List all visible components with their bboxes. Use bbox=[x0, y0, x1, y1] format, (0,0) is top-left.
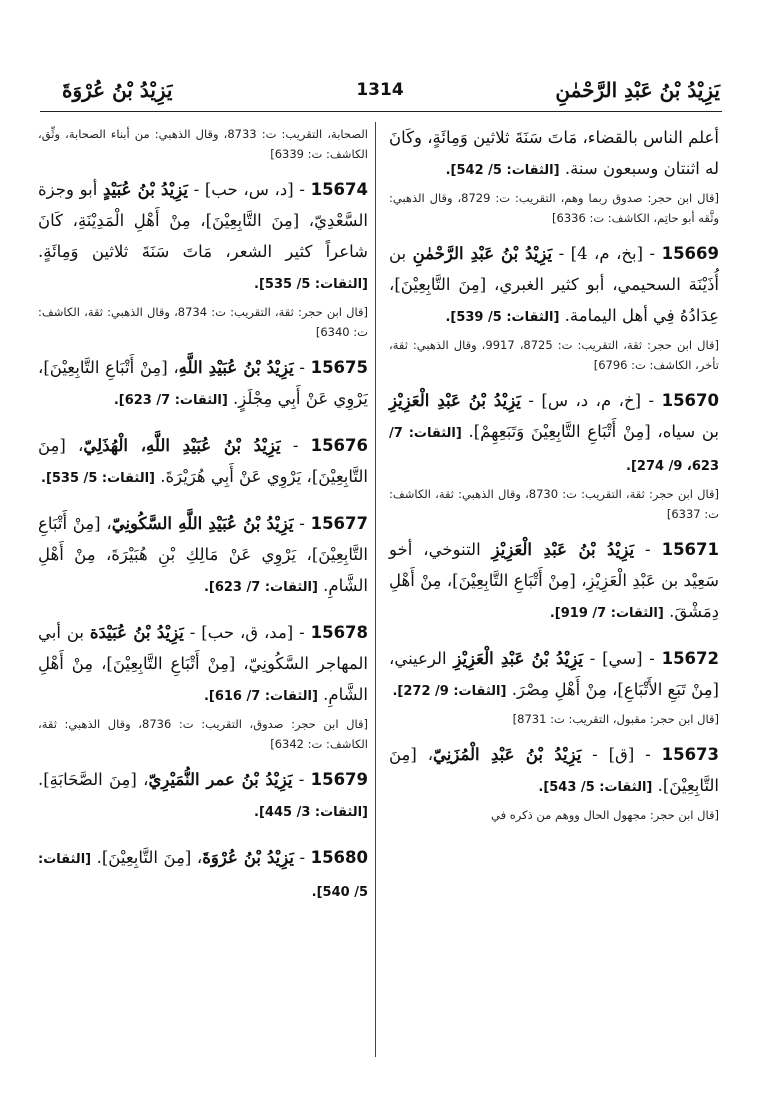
entry-source: [الثقات: 5/ 535]. bbox=[41, 471, 155, 486]
entry bbox=[389, 739, 719, 825]
entry bbox=[38, 764, 368, 842]
entry-body bbox=[389, 238, 719, 333]
entry-body bbox=[38, 617, 368, 712]
entry-text: الرعيني، [مِنْ تَبَعِ الأَتْبَاعِ]، مِنْ أَهْلِ مِصْرَ. bbox=[389, 649, 719, 699]
entry-name: يَزِيْدُ بْنُ عمر النُّمَيْرِيّ bbox=[148, 770, 293, 789]
running-header bbox=[40, 78, 720, 108]
header-right-title: يَزِيْدُ بْنُ عَبْدِ الرَّحْمٰنِ bbox=[555, 78, 720, 102]
entry-body bbox=[389, 122, 719, 186]
entry-sigla: - [مد، ق، حب] - bbox=[183, 623, 311, 642]
entry-text: ، [مِنَ التَّابِعِيْنَ]، يَرْوِي عَنْ أَبِي هُرَيْرَةَ. bbox=[38, 436, 368, 486]
entry-gap bbox=[38, 828, 368, 842]
entry bbox=[38, 124, 368, 164]
entry-source: [الثقات: 5/ 543]. bbox=[538, 780, 653, 795]
entry-sigla: - [د، س، حب] - bbox=[187, 180, 311, 199]
entry bbox=[38, 617, 368, 754]
entry-source: [الثقات: 5/ 539]. bbox=[445, 310, 560, 325]
entry bbox=[389, 238, 719, 375]
entry-text: ، [مِنَ التَّابِعِيْنَ]. bbox=[389, 745, 719, 795]
entry-name: يَزِيْدُ بْنُ عُرْوَةَ bbox=[202, 848, 294, 867]
entry-text: ، [مِنْ أَتْبَاعِ التَّابِعِيْنَ]، يَرْوِي عَنْ أَبِي مِجْلَزٍ. bbox=[38, 358, 368, 408]
entry-sigla: - bbox=[293, 848, 311, 867]
entry-name: يَزِيْدُ بْنُ عُبَيْدَة bbox=[89, 623, 184, 642]
entry-text: أبو وجزة السَّعْدِيّ، [مِنَ التَّابِعِيْنَ]، مِنْ أَهْلِ الْمَدِيْنَةِ، كَانَ شاعراً كثير الشعر، مَاتَ سَنَةَ ثلاثين وَمِائَةٍ. bbox=[38, 180, 368, 261]
entry-sigla: - bbox=[280, 436, 311, 455]
entry-body bbox=[38, 842, 368, 908]
entry-body bbox=[389, 534, 719, 629]
entry-body bbox=[389, 385, 719, 482]
entry-footnote: [قال ابن حجر: مجهول الحال ووهم من ذكره في bbox=[491, 808, 719, 822]
entry-source: [الثقات: 7/ 616]. bbox=[203, 689, 318, 704]
entry-footnote: [قال ابن حجر: مقبول، التقريب: ت: 8731] bbox=[512, 712, 719, 726]
entry-name: يَزِيْدُ بْنُ عَبْدِ الْعَزِيْزِ bbox=[389, 391, 521, 410]
entry-name: يَزِيْدُ بْنُ عُبَيْدٍ bbox=[102, 180, 188, 199]
entry-text: التنوخي، أخو سَعِيْد بن عَبْدِ الْعَزِيْزِ، [مِنْ أَتْبَاعِ التَّابِعِيْنَ]، مِنْ أَهْلِ دِمَشْقَ. bbox=[389, 540, 719, 621]
entry-source: [الثقات: 7/ 623]. bbox=[113, 393, 228, 408]
entry-footnote: الصحابة، التقريب: ت: 8733، وقال الذهبي: من أبناء الصحابة، وثِّق، الكاشف: ت: 6339] bbox=[38, 127, 369, 161]
entry-number: 15669 bbox=[661, 244, 719, 263]
entry-gap bbox=[38, 908, 368, 922]
entry-footnote: [قال ابن حجر: صدوق، التقريب: ت: 8736، وقال الذهبي: ثقة، الكاشف: ت: 6342] bbox=[38, 717, 368, 751]
entry bbox=[38, 842, 368, 922]
entry-source: [الثقات: 3/ 445]. bbox=[254, 805, 368, 820]
entry-text: ، [مِنَ التَّابِعِيْنَ]. bbox=[91, 848, 203, 867]
entry bbox=[38, 508, 368, 617]
entry-number: 15670 bbox=[661, 391, 719, 410]
entry-sigla: - bbox=[292, 770, 311, 789]
entry-body bbox=[389, 643, 719, 707]
entry-sigla: - [سي] - bbox=[583, 649, 662, 668]
entry-gap bbox=[38, 494, 368, 508]
entry bbox=[389, 122, 719, 228]
entry-number: 15678 bbox=[310, 623, 369, 642]
entry-sigla: - bbox=[634, 540, 662, 559]
entry-footnote: [قال ابن حجر: صدوق ربما وهم، التقريب: ت: 8729، وقال الذهبي: وثَّقه أبو حاتِم، الكاشف: ت: 6336] bbox=[389, 191, 719, 225]
entry-number: 15675 bbox=[310, 358, 368, 377]
entry bbox=[38, 430, 368, 508]
entry-number: 15671 bbox=[661, 540, 719, 559]
entry-source: [الثقات: 5/ 535]. bbox=[254, 277, 368, 292]
entry-body bbox=[389, 739, 719, 803]
entry-source: [الثقات: 9/ 272]. bbox=[392, 684, 507, 699]
entry bbox=[38, 352, 368, 430]
entry-name: يَزِيْدُ بْنُ عُبَيْدِ اللَّهِ، الْهُذَلِيّ bbox=[83, 436, 281, 455]
entry-sigla: - [ق] - bbox=[581, 745, 662, 764]
entry-number: 15673 bbox=[661, 745, 720, 764]
entry-sigla: - [بخ، م، 4] - bbox=[552, 244, 662, 263]
entry-sigla: - [خ، م، د، س] - bbox=[520, 391, 662, 410]
entry-name: يَزِيْدُ بْنُ عُبَيْدِ اللَّهِ السَّكُونِيّ bbox=[111, 514, 294, 533]
column-divider bbox=[375, 122, 376, 1057]
entry bbox=[389, 643, 719, 729]
right-column bbox=[389, 122, 719, 835]
entry-number: 15677 bbox=[310, 514, 368, 533]
entry-number: 15672 bbox=[661, 649, 719, 668]
entry bbox=[389, 385, 719, 524]
entry-number: 15679 bbox=[310, 770, 369, 789]
entry-body bbox=[38, 352, 368, 416]
entry-text: ، [مِنَ الصَّحَابَةِ]. bbox=[38, 770, 149, 789]
entry-footnote: [قال ابن حجر: ثقة، التقريب: ت: 8730، وقال الذهبي: ثقة، الكاشف: ت: 6337] bbox=[389, 487, 719, 521]
entry-gap bbox=[38, 603, 368, 617]
entry-sigla: - bbox=[293, 358, 311, 377]
entry-body bbox=[38, 174, 368, 300]
left-column bbox=[38, 122, 368, 922]
entry-number: 15674 bbox=[310, 180, 368, 199]
entry-body bbox=[38, 508, 368, 603]
entry-text: بن أبي المهاجر السَّكُونِيّ، [مِنْ أَتْبَاعِ التَّابِعِيْنَ]، مِنْ أَهْلِ الشَّامِ. bbox=[38, 623, 368, 704]
header-left-title: يَزِيْدُ بْنُ عُرْوَةَ bbox=[62, 78, 173, 102]
entry-source: [الثقات: 5/ 540]. bbox=[38, 852, 368, 900]
entry-text: بن سياه، [مِنْ أَتْبَاعِ التَّابِعِيْنَ وَتَبَعِهِمْ]. bbox=[461, 422, 719, 441]
entry-source: [الثقات: 5/ 542]. bbox=[445, 163, 560, 178]
entry-body bbox=[38, 764, 368, 828]
entry-number: 15680 bbox=[310, 848, 368, 867]
entry bbox=[389, 534, 719, 643]
entry-name: يَزِيْدُ بْنُ عُبَيْدِ اللَّهِ bbox=[178, 358, 294, 377]
entry-text: بن أُذَيْنَة السحيمي، أبو كثير الغبري، [مِنَ التَّابِعِيْنَ]، عِدَادُهُ فِي أهل اليمامة. bbox=[389, 244, 719, 325]
entry-body bbox=[38, 430, 368, 494]
entry-source: [الثقات: 7/ 919]. bbox=[549, 606, 664, 621]
entry-source: [الثقات: 7/ 623]. bbox=[203, 580, 318, 595]
entry bbox=[38, 174, 368, 342]
header-rule bbox=[40, 111, 722, 112]
entry-name: يَزِيْدُ بْنُ عَبْدِ الْعَزِيْزِ bbox=[491, 540, 635, 559]
entry-footnote: [قال ابن حجر: ثقة، التقريب: ت: 8734، وقال الذهبي: ثقة، الكاشف: ت: 6340] bbox=[38, 305, 368, 339]
entry-name: يَزِيْدُ بْنُ عَبْدِ الْمُزَنِيّ bbox=[433, 745, 582, 764]
entry-sigla: - bbox=[293, 514, 311, 533]
entry-name: يَزِيْدُ بْنُ عَبْدِ الرَّحْمٰنِ bbox=[412, 244, 553, 263]
entry-gap bbox=[389, 629, 719, 643]
entry-footnote: [قال ابن حجر: ثقة، التقريب: ت: 8725، 9917، وقال الذهبي: ثقة، تأخر، الكاشف: ت: 6796] bbox=[389, 338, 719, 372]
entry-source: [الثقات: 7/ 623، 9/ 274]. bbox=[389, 426, 719, 474]
entry-text: ، [مِنْ أَتْبَاعِ التَّابِعِيْنَ]، يَرْوِي عَنْ مَالِكِ بْنِ هُبَيْرَةَ، مِنْ أَهْلِ الشَّامِ. bbox=[38, 514, 368, 595]
page-number: 1314 bbox=[356, 80, 404, 100]
entry-number: 15676 bbox=[310, 436, 368, 455]
entry-name: يَزِيْدُ بْنُ عَبْدِ الْعَزِيْزِ bbox=[453, 649, 584, 668]
entry-gap bbox=[38, 416, 368, 430]
entry-text: أعلم الناس بالقضاء، مَاتَ سَنَةَ ثلاثين وَمِائَةٍ، وكَانَ له اثنتان وسبعون سنة. bbox=[389, 128, 719, 178]
